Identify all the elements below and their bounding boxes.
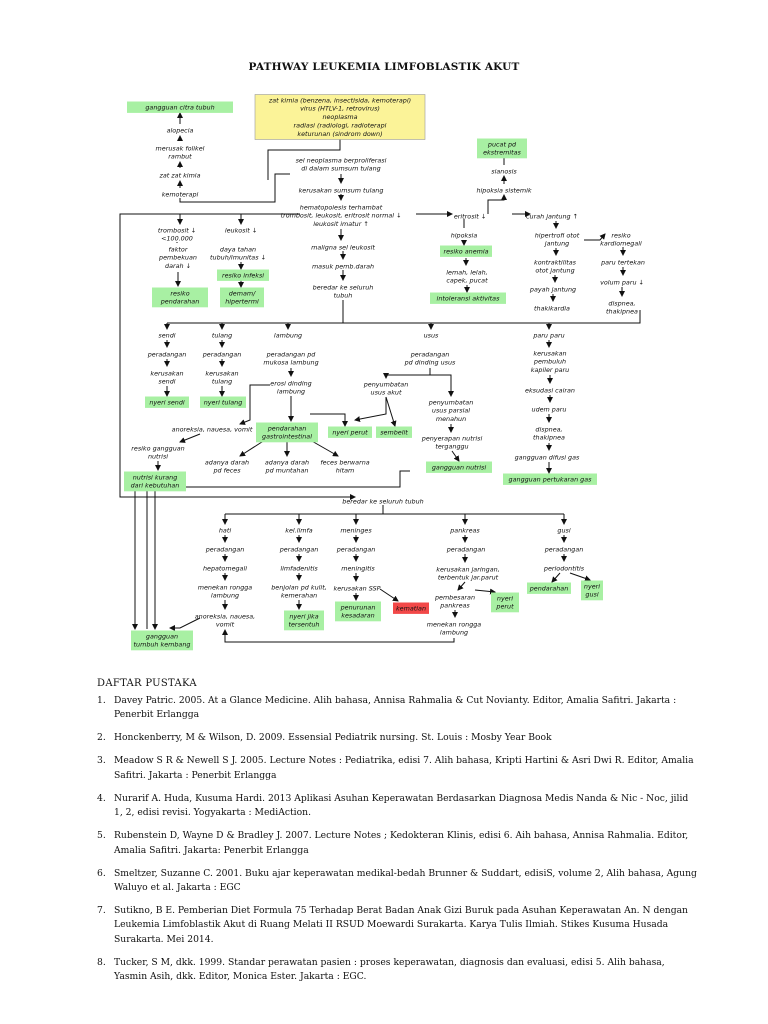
node-peradangan-pankreas: peradangan — [446, 545, 486, 554]
reference-item — [97, 867, 697, 896]
node-resiko-pendarahan-line2: pendarahan — [160, 297, 200, 306]
node-hematopoiesis-line2: trombosit, leukosit, eritrosit normal ↓ — [280, 211, 402, 220]
node-peradangan-limfa: peradangan — [279, 545, 319, 554]
node-hati: hati — [218, 526, 232, 535]
node-darah-muntahan-line1: adanya darah — [264, 458, 310, 467]
node-hematopoiesis-line3: leukosit imatur ↑ — [313, 220, 369, 229]
node-nyeri-sentuh-line2: tersentuh — [288, 620, 320, 629]
node-cause-line2: virus (HTLV-1, retrovirus) — [300, 104, 380, 113]
node-cause-line1: zat kimia (benzena, insectisida, kemoterapi) — [268, 96, 412, 105]
node-alopecia: alopecia — [166, 126, 194, 135]
node-kerusakan-paru-line2: pembuluh — [533, 357, 567, 366]
node-kemoterapi: kemoterapi — [161, 190, 199, 199]
node-peradangan-gusi: peradangan — [544, 545, 584, 554]
node-kerusakan-jaringan-line2: terbentuk jar.parut — [437, 573, 499, 582]
node-dispnea1-line1: dispnea, — [608, 299, 636, 308]
node-anoreksia2-line1: anoreksia, nauesa, — [194, 612, 256, 621]
node-leukosit: leukosit ↓ — [224, 226, 258, 235]
node-maligna: maligna sel leukosit — [311, 243, 375, 252]
node-nyeri-tulang: nyeri tulang — [203, 398, 243, 407]
node-pendarahan-gi-line1: pendarahan — [267, 424, 307, 433]
connector-92 — [380, 589, 398, 601]
node-peradangan-meninges: peradangan — [336, 545, 376, 554]
node-tumbuh-line2: tumbuh kembang — [133, 640, 191, 649]
node-hipertrofi-line2: jantung — [544, 239, 570, 248]
node-kerusakan-sendi-line2: sendi — [158, 377, 176, 386]
node-payah: payah jantung — [529, 285, 577, 294]
connector-57 — [310, 440, 338, 456]
node-menekan2-line1: menekan rongga — [426, 620, 482, 629]
node-faktor-line1: faktor — [168, 245, 188, 254]
node-hipoksia-sistemik: hipoksia sistemik — [476, 186, 532, 195]
node-nyeri-perut2-line2: perut — [496, 602, 514, 611]
node-pucat-line2: ekstremitas — [483, 148, 521, 157]
reference-number: 3. — [97, 755, 106, 767]
node-kardiomegali-line1: resiko — [611, 231, 631, 240]
node-pucat-line1: pucat pd — [487, 140, 517, 149]
node-demam-line2: hipertermi — [225, 297, 259, 306]
connector-64 — [452, 451, 459, 461]
node-trombosit-line1: trombosit ↓ — [157, 226, 197, 235]
node-kerusakan-paru-line1: kerusakan — [533, 349, 567, 358]
node-limfa: kel.limfa — [285, 526, 313, 535]
node-cause-line5: keturunan (sindrom down) — [297, 129, 383, 138]
node-feces-hitam-line2: hitam — [335, 466, 355, 475]
node-menekan2-line2: lambung — [439, 628, 469, 637]
node-pendarahan2: pendarahan — [529, 584, 569, 593]
node-daya-line1: daya tahan — [219, 245, 257, 254]
node-sumbat-akut-line2: usus akut — [370, 388, 402, 397]
reference-item — [97, 829, 697, 858]
node-pembesaran-line2: pankreas — [440, 601, 470, 610]
node-hepatomegali: hepatomegali — [202, 564, 248, 573]
node-gangguan-nutrisi: gangguan nutrisi — [431, 463, 487, 472]
node-beredar2: beredar ke seluruh tubuh — [342, 497, 424, 506]
node-paru-tertekan: paru tertekan — [601, 258, 645, 267]
node-sembelit: sembelit — [380, 428, 408, 437]
reference-number: 5. — [97, 830, 106, 842]
node-merusak-line2: rambut — [168, 152, 192, 161]
node-sel-line1: sel neoplasma berproliferasi — [295, 156, 387, 165]
reference-text: Tucker, S M, dkk. 1999. Standar perawatan pasien : proses keperawatan, diagnosis dan evaluasi, edisi 5. Alih bahasa, Yasmin Asih, dkk. Editor, Monica Ester. Jakarta : EGC. — [114, 956, 665, 983]
node-intoleransi: intoleransi aktivitas — [436, 294, 500, 303]
node-nyeri-perut2-line1: nyeri — [496, 594, 514, 603]
node-merusak-line1: merusak folikel — [155, 144, 205, 153]
node-resiko-gangguan-line1: resiko gangguan — [131, 444, 185, 453]
node-dispnea1-line2: thakipnea — [606, 307, 638, 316]
node-pertukaran: gangguan pertukaran gas — [508, 475, 592, 484]
node-kerusakan-sendi-line1: kerusakan — [150, 369, 184, 378]
reference-item — [97, 904, 697, 947]
node-tulang: tulang — [211, 331, 233, 340]
reference-item — [97, 956, 697, 985]
node-periodontitis: periodontitis — [543, 564, 585, 573]
node-sel-line2: di dalam sumsum tulang — [301, 164, 381, 173]
reference-item — [97, 694, 697, 723]
node-dispnea2-line2: thakipnea — [533, 433, 565, 442]
node-erosi-line2: lambung — [276, 387, 306, 396]
node-resiko-pendarahan-line1: resiko — [170, 289, 190, 298]
node-kontraktilitas-line1: kontraktilitas — [534, 258, 576, 267]
node-peradangan-lambung-line2: mukosa lambung — [263, 358, 319, 367]
node-kerusakan-ssp: kerusakan SSP — [333, 584, 381, 593]
node-sendi: sendi — [158, 331, 176, 340]
connector-60 — [430, 375, 451, 396]
node-nutrisi-kurang-line2: dari kebutuhan — [130, 481, 180, 490]
node-udem: udem paru — [531, 405, 567, 414]
node-peradangan-sendi: peradangan — [147, 350, 187, 359]
reference-number: 7. — [97, 905, 106, 917]
reference-number: 4. — [97, 792, 106, 804]
node-nyeri-sentuh-line1: nyeri jika — [289, 612, 319, 621]
references-list — [97, 694, 697, 993]
reference-item — [97, 754, 697, 783]
connector-55 — [240, 440, 265, 456]
node-peradangan-usus-line2: pd dinding usus — [404, 358, 456, 367]
node-faktor-line2: pembekuan — [159, 253, 197, 262]
node-darah-muntahan-line2: pd muntahan — [265, 466, 309, 475]
node-zatkimia: zat zat kimia — [159, 171, 201, 180]
reference-text: Honckenberry, M & Wilson, D. 2009. Essensial Pediatrik nursing. St. Louis : Mosby Year Book — [114, 732, 552, 744]
node-anemia: resiko anemia — [443, 247, 489, 256]
reference-text: Davey Patric. 2005. At a Glance Medicine. Alih bahasa, Annisa Rahmalia & Cut Novianty. Editor, Amalia Safitri. Jakarta : Penerbit Erlangga — [114, 695, 677, 721]
node-menekan1-line2: lambung — [210, 591, 240, 600]
references-heading: DAFTAR PUSTAKA — [97, 678, 197, 689]
node-darah-feces-line2: pd feces — [213, 466, 241, 475]
node-thakikardia: thakikardia — [534, 304, 570, 313]
node-meningitis: meningitis — [341, 564, 375, 573]
node-anoreksia2-line2: vomit — [215, 620, 235, 629]
node-pendarahan-gi-line2: gastrointestinal — [262, 432, 312, 441]
node-hematopoiesis-line1: hematopoiesis terhambat — [299, 203, 383, 212]
node-erosi-line1: erosi dinding — [270, 379, 312, 388]
node-sianosis: sianosis — [491, 167, 517, 176]
node-gusi: gusi — [557, 526, 571, 535]
node-penurunan-line1: penurunan — [340, 603, 376, 612]
node-masuk: masuk pemb.darah — [311, 262, 375, 271]
node-lambung: lambung — [273, 331, 303, 340]
node-demam-line1: demam/ — [228, 289, 256, 298]
node-tumbuh-line1: gangguan — [145, 632, 179, 641]
node-kerusakan-tulang-line2: tulang — [211, 377, 233, 386]
node-limfadenitis: limfadenitis — [280, 564, 318, 573]
node-darah-feces-line1: adanya darah — [204, 458, 250, 467]
reference-text: Rubenstein D, Wayne D & Bradley J. 2007. Lecture Notes ; Kedokteran Klinis, edisi 6. Aih bahasa, Annisa Rahmalia. Editor, Amalia Safitri. Jakarta: Penerbit Erlangga — [114, 830, 689, 856]
reference-text: Sutikno, B E. Pemberian Diet Formula 75 Terhadap Berat Badan Anak Gizi Buruk pada Asuhan Keperawatan An. N dengan Leukemia Limfoblastik Akut di Ruang Melati II RSUD Moewardi Surakarta. Karya Tulis Ilmiah. Stikes Kusuma Husada Surakarta. Mei 2014. — [114, 905, 688, 945]
node-beredar1-line1: beredar ke seluruh — [312, 283, 374, 292]
node-difusi: gangguan difusi gas — [514, 453, 580, 462]
node-eritrosit: eritrosit ↓ — [453, 212, 487, 221]
node-curah: curah jantung ↑ — [526, 212, 578, 221]
node-hipoksia: hipoksia — [450, 231, 478, 240]
node-paru: paru paru — [533, 331, 565, 340]
connector-95 — [458, 582, 465, 590]
node-cause-line4: radiasi (radiologi, radioterapi — [293, 121, 387, 130]
node-sumbat-parsial-line2: usus parsial — [431, 406, 471, 415]
page-title: PATHWAY LEUKEMIA LIMFOBLASTIK AKUT — [248, 61, 520, 73]
node-meninges: meninges — [340, 526, 372, 535]
node-cause-line3: neoplasma — [322, 113, 358, 122]
node-nutrisi-kurang-line1: nutrisi kurang — [132, 473, 178, 482]
node-labels — [131, 96, 645, 648]
node-nyeri-perut1: nyeri perut — [332, 428, 368, 437]
reference-item — [97, 792, 697, 821]
node-benjolan-line1: benjolan pd kulit, — [271, 583, 327, 592]
node-faktor-line3: darah ↓ — [165, 262, 191, 271]
node-kerusakan-paru-line3: kapiler paru — [530, 366, 570, 375]
node-kerusakan-jaringan-line1: kerusakan jaringan, — [436, 565, 500, 574]
node-eksudasi: eksudasi cairan — [525, 386, 575, 395]
node-benjolan-line2: kemerahan — [280, 591, 318, 600]
node-sumbat-akut-line1: penyumbatan — [363, 380, 409, 389]
node-usus: usus — [423, 331, 439, 340]
reference-text: Meadow S R & Newell S J. 2005. Lecture Notes : Pediatrika, edisi 7. Alih bahasa, Kripti Hartini & Asri Dwi R. Editor, Amalia Safitri. Jakarta : Penerbit Erlangga — [114, 755, 694, 781]
node-penyerapan-line2: terganggu — [435, 442, 469, 451]
node-kerusakan-sumsum: kerusakan sumsum tulang — [298, 186, 384, 195]
connector-62 — [386, 397, 395, 426]
connector-96 — [475, 590, 495, 592]
node-sumbat-parsial-line3: menahun — [435, 415, 467, 424]
node-citra: gangguan citra tubuh — [145, 103, 215, 112]
node-resiko-gangguan-line2: nutrisi — [147, 452, 169, 461]
node-sumbat-parsial-line1: penyumbatan — [428, 398, 474, 407]
node-nyeri-sendi: nyeri sendi — [149, 398, 185, 407]
connector-53 — [180, 434, 200, 442]
node-nyeri-gusi-line1: nyeri — [583, 582, 601, 591]
connector-61 — [355, 397, 386, 420]
node-volum: volum paru ↓ — [600, 278, 644, 287]
node-peradangan-hati: peradangan — [205, 545, 245, 554]
node-peradangan-usus-line1: peradangan — [410, 350, 450, 359]
connector-101 — [570, 573, 590, 580]
connector-59 — [386, 368, 430, 378]
reference-number: 6. — [97, 867, 106, 879]
reference-number: 1. — [97, 695, 106, 706]
node-hipertrofi-line1: hipertrofi otot — [534, 231, 580, 240]
node-menekan1-line1: menekan rongga — [197, 583, 253, 592]
node-penyerapan-line1: penyerapan nutrisi — [421, 434, 483, 443]
node-dispnea2-line1: dispnea, — [535, 425, 563, 434]
node-lemah-line2: capek, pucat — [446, 276, 488, 285]
reference-text: Nurarif A. Huda, Kusuma Hardi. 2013 Aplikasi Asuhan Keperawatan Berdasarkan Diagnosa Medis Nanda & Nic - Noc, jilid 1, 2, edisi revisi. Yogyakarta : MediAction. — [114, 792, 689, 819]
node-daya-line2: tubuh/imunitas ↓ — [210, 253, 266, 262]
node-beredar1-line2: tubuh — [333, 291, 353, 300]
node-penurunan-line2: kesadaran — [341, 611, 375, 620]
node-pembesaran-line1: pembesaran — [434, 593, 476, 602]
node-peradangan-tulang: peradangan — [202, 350, 242, 359]
node-peradangan-lambung-line1: peradangan pd — [266, 350, 316, 359]
reference-text: Smeltzer, Suzanne C. 2001. Buku ajar keperawatan medikal-bedah Brunner & Suddart, edisiS, volume 2, Alih bahasa, Agung Waluyo et al. Jakarta : EGC — [114, 867, 697, 894]
node-infeksi: resiko infeksi — [221, 271, 265, 280]
node-kardiomegali-line2: kardiomegali — [600, 239, 642, 248]
reference-item — [97, 731, 697, 745]
reference-number: 8. — [97, 956, 106, 968]
node-trombosit-line2: <100.000 — [161, 234, 193, 243]
node-anoreksia1: anoreksia, nauesa, vomit — [171, 425, 253, 434]
connector-20 — [488, 195, 504, 214]
node-feces-hitam-line1: feces berwarna — [320, 458, 370, 467]
node-lemah-line1: lemah, lelah, — [446, 268, 488, 277]
node-kerusakan-tulang-line1: kerusakan — [205, 369, 239, 378]
node-pankreas: pankreas — [450, 526, 480, 535]
reference-number: 2. — [97, 732, 106, 744]
node-kematian: kematian — [395, 604, 427, 613]
connector-100 — [552, 573, 560, 582]
node-kontraktilitas-line2: otot jantung — [535, 266, 575, 275]
node-nyeri-gusi-line2: gusi — [585, 590, 599, 599]
connector-102 — [225, 630, 454, 642]
